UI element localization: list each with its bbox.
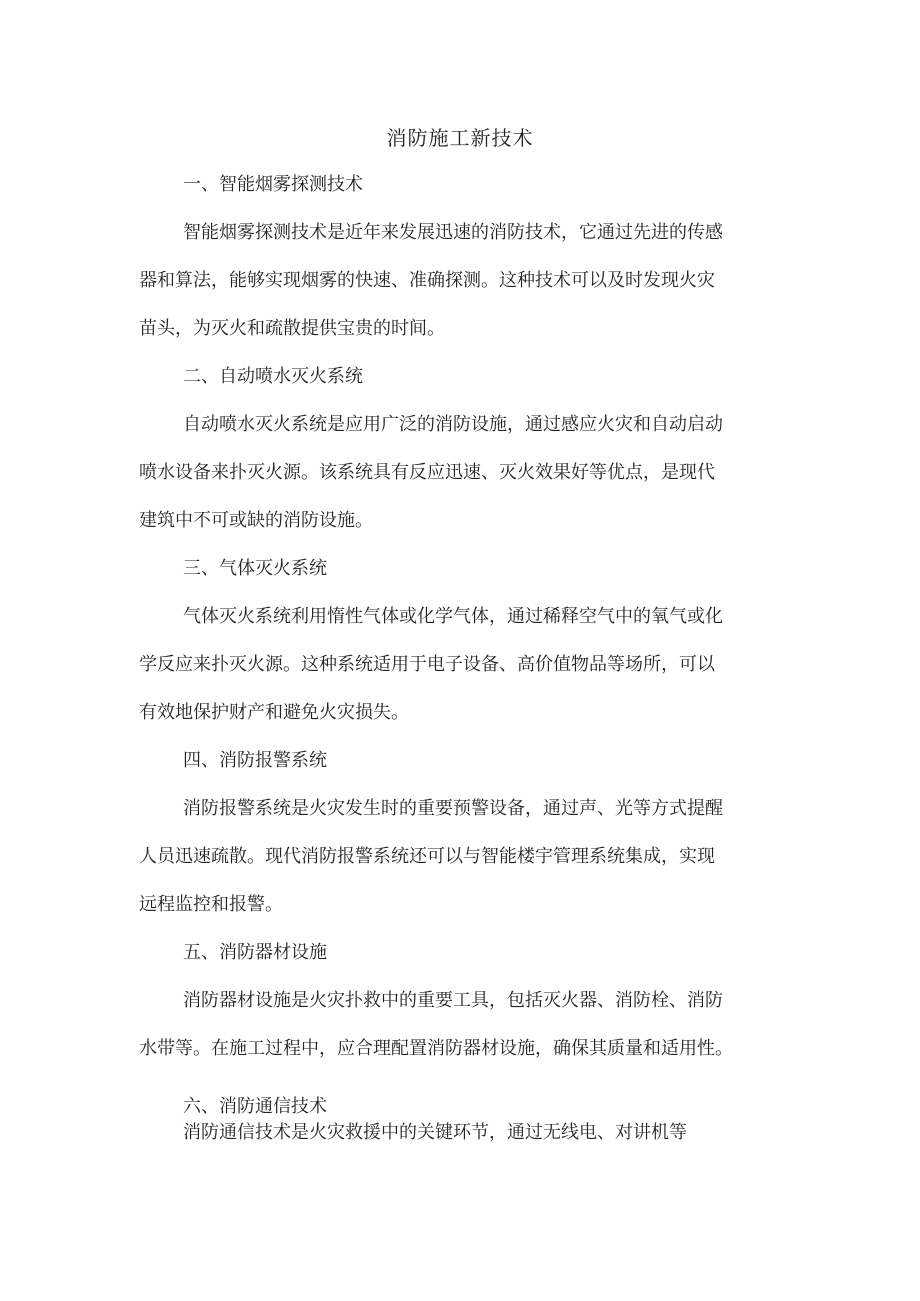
- paragraph-line: 消防通信技术是火灾救援中的关键环节，通过无线电、对讲机等: [183, 1122, 687, 1143]
- paragraph-line: 智能烟雾探测技术是近年来发展迅速的消防技术，它通过先进的传感: [183, 222, 723, 243]
- paragraph-line: 喷水设备来扑灭火源。该系统具有反应迅速、灭火效果好等优点，是现代: [139, 462, 715, 483]
- paragraph-line: 消防报警系统是火灾发生时的重要预警设备，通过声、光等方式提醒: [183, 798, 723, 819]
- paragraph-line: 有效地保护财产和避免火灾损失。: [139, 702, 409, 723]
- section-heading-3: 三、气体灭火系统: [183, 558, 327, 579]
- paragraph-line: 人员迅速疏散。现代消防报警系统还可以与智能楼宇管理系统集成，实现: [139, 846, 715, 867]
- paragraph-line: 水带等。在施工过程中，应合理配置消防器材设施，确保其质量和适用性。: [139, 1038, 733, 1059]
- paragraph-line: 建筑中不可或缺的消防设施。: [139, 510, 373, 531]
- paragraph-line: 器和算法，能够实现烟雾的快速、准确探测。这种技术可以及时发现火灾: [139, 270, 715, 291]
- paragraph-line: 自动喷水灭火系统是应用广泛的消防设施，通过感应火灾和自动启动: [183, 414, 723, 435]
- section-heading-5: 五、消防器材设施: [183, 942, 327, 963]
- paragraph-line: 苗头，为灭火和疏散提供宝贵的时间。: [139, 318, 445, 339]
- document-title: 消防施工新技术: [386, 126, 534, 150]
- section-heading-6: 六、消防通信技术: [183, 1096, 327, 1117]
- section-heading-4: 四、消防报警系统: [183, 750, 327, 771]
- section-heading-1: 一、智能烟雾探测技术: [183, 174, 363, 195]
- paragraph-line: 远程监控和报警。: [139, 894, 283, 915]
- paragraph-line: 气体灭火系统利用惰性气体或化学气体，通过稀释空气中的氧气或化: [183, 606, 723, 627]
- paragraph-line: 学反应来扑灭火源。这种系统适用于电子设备、高价值物品等场所，可以: [139, 654, 715, 675]
- section-heading-2: 二、自动喷水灭火系统: [183, 366, 363, 387]
- paragraph-line: 消防器材设施是火灾扑救中的重要工具，包括灭火器、消防栓、消防: [183, 990, 723, 1011]
